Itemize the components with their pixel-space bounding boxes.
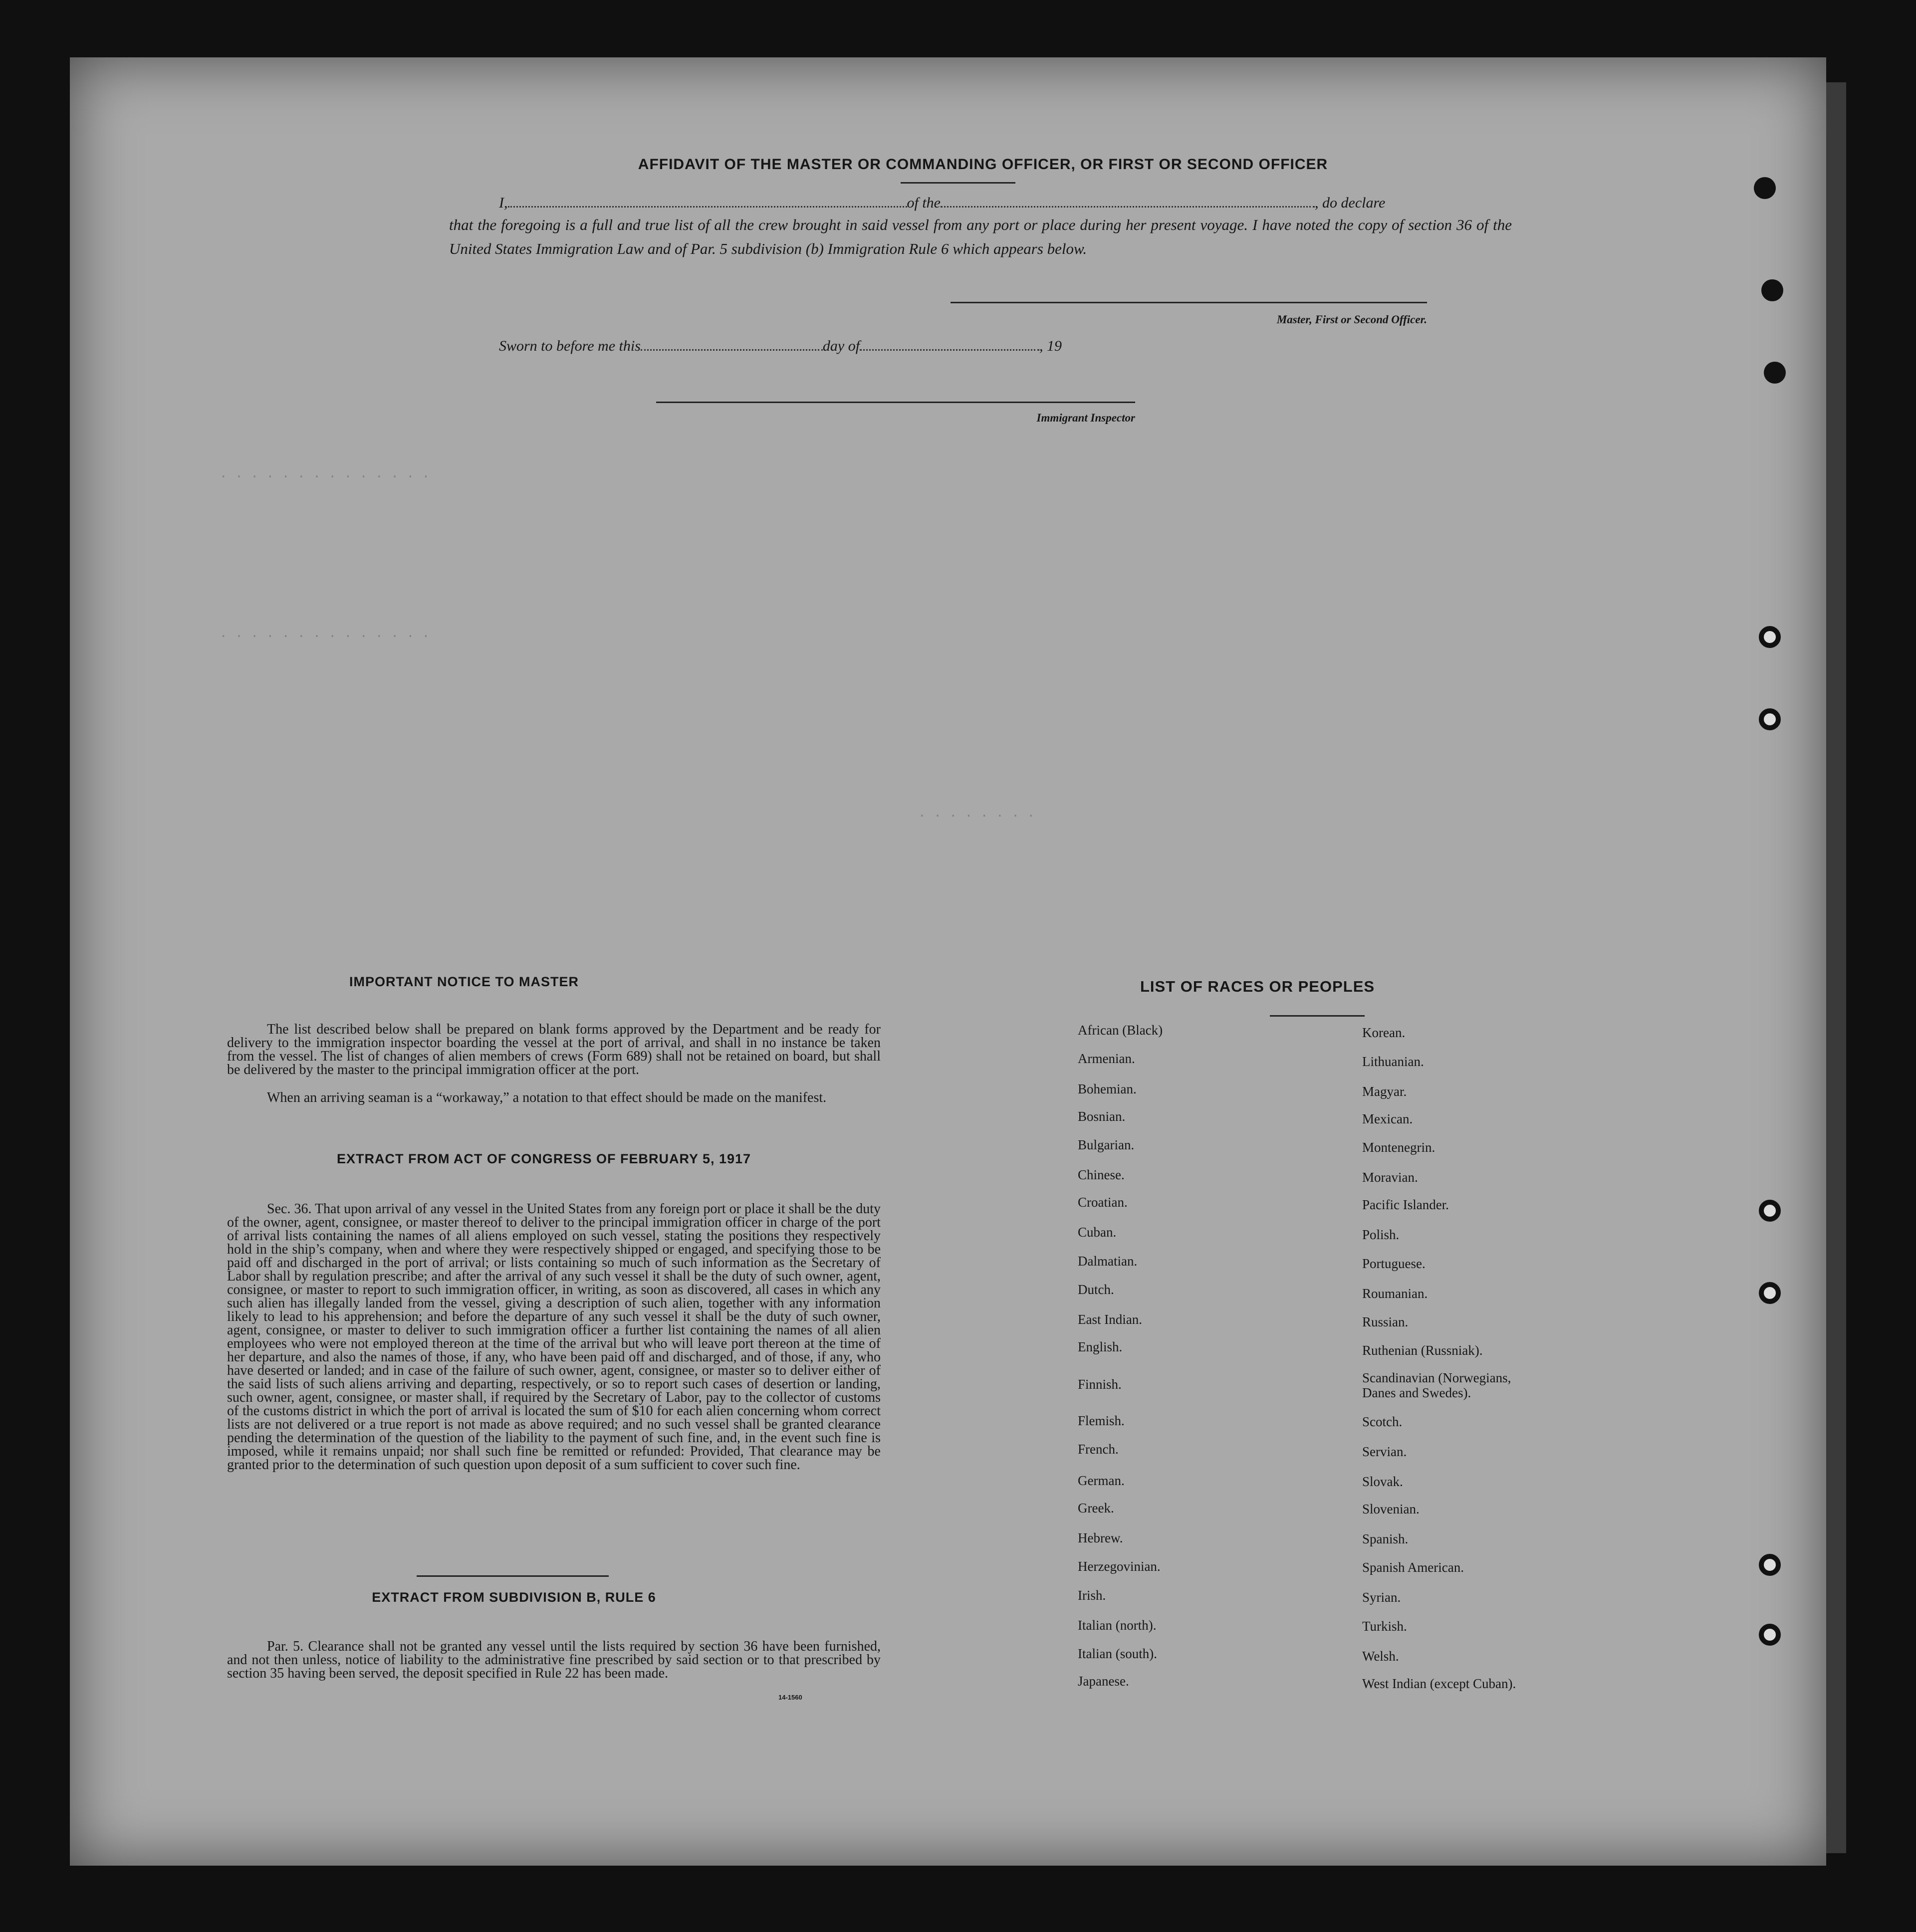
race-item-left: Armenian. [1078, 1051, 1135, 1066]
race-item-right: Scandinavian (Norwegians, Danes and Swedes). [1362, 1370, 1511, 1400]
race-item-left: African (Black) [1078, 1023, 1163, 1038]
race-item-left: Dutch. [1078, 1282, 1114, 1297]
race-item-right: Ruthenian (Russniak). [1362, 1343, 1483, 1358]
sworn-line [499, 334, 1198, 355]
bleed-through-text: . . . . . . . . [918, 806, 1035, 821]
race-item-right: West Indian (except Cuban). [1362, 1676, 1516, 1691]
race-item-left: Chinese. [1078, 1167, 1125, 1182]
race-item-right: Scotch. [1362, 1414, 1403, 1429]
punch-hole [1759, 1200, 1781, 1222]
race-item-right: Slovenian. [1362, 1502, 1420, 1516]
race-item-left: Italian (south). [1078, 1646, 1157, 1661]
race-item-right: Welsh. [1362, 1649, 1399, 1664]
affidavit-name-line [499, 191, 1512, 212]
race-item-right: Servian. [1362, 1444, 1407, 1459]
race-item-left: East Indian. [1078, 1312, 1142, 1327]
month-blank[interactable] [860, 334, 1039, 351]
form-number: 14-1560 [778, 1694, 802, 1701]
race-item-left: Herzegovinian. [1078, 1559, 1161, 1574]
affidavit-title: AFFIDAVIT OF THE MASTER OR COMMANDING OFFICER, OR FIRST OR SECOND OFFICER [638, 156, 1328, 173]
races-title-underline [1270, 1015, 1365, 1017]
bleed-through-text: . . . . . . . . . . . . . . [220, 466, 430, 481]
race-item-left: Dalmatian. [1078, 1254, 1138, 1269]
day-blank[interactable] [641, 334, 823, 351]
race-item-left: English. [1078, 1339, 1123, 1354]
of-the-label: of the [907, 195, 941, 211]
day-of-label: day of [822, 338, 860, 354]
year-label: , 19 [1039, 338, 1062, 354]
notice-paragraph-1: The list described below shall be prepared on blank forms approved by the Department and be ready for delivery to the immigration inspector boarding the vessel at the port of arrival, and shall in no instance be taken from the vessel. The list of changes of alien members of crews (Form 689) shall not be retained on board, but shall be delivered by the master to the principal immigration officer at the port. [227, 1022, 881, 1077]
race-item-left: Italian (north). [1078, 1618, 1157, 1633]
race-item-left: Bulgarian. [1078, 1137, 1135, 1152]
race-item-right: Spanish. [1362, 1531, 1409, 1546]
race-item-left: French. [1078, 1442, 1119, 1457]
inspector-label: Immigrant Inspector [1036, 412, 1135, 424]
race-item-right: Polish. [1362, 1227, 1400, 1242]
races-title: LIST OF RACES OR PEOPLES [1140, 978, 1375, 995]
notice-title: IMPORTANT NOTICE TO MASTER [349, 974, 579, 989]
race-item-left: Cuban. [1078, 1225, 1117, 1240]
race-item-right: Pacific Islander. [1362, 1197, 1449, 1212]
race-item-left: German. [1078, 1473, 1125, 1488]
race-item-left: Hebrew. [1078, 1530, 1123, 1545]
race-item-right: Portuguese. [1362, 1256, 1426, 1271]
race-item-right: Syrian. [1362, 1590, 1401, 1605]
rule-paragraph-5: Par. 5. Clearance shall not be granted any vessel until the lists required by section 36 have been furnished, and not then unless, notice of liability to the administrative fine prescribed by said section or to that prescribed by section 35 having been served, the deposit specified in Rule 22 has been made. [227, 1639, 881, 1681]
race-item-right: Korean. [1362, 1025, 1406, 1040]
bleed-through-text: . . . . . . . . . . . . . . [220, 626, 430, 641]
act-section-36: Sec. 36. That upon arrival of any vessel in the United States from any foreign port or place it shall be the duty of the owner, agent, consignee, or master thereof to deliver to the principal immigration officer in charge of the port of arrival lists containing the names of all aliens employed on such vessel, stating the positions they respectively hold in the ship’s company, when and where they were respectively shipped or engaged, and specifying those to be paid off and discharged in the port of arrival; or lists containing so much of such information as the Secretary of Labor shall by regulation prescribe; and after the arrival of any such vessel it shall be the duty of such owner, agent, consignee, or master to report to such immigration officer, in writing, as soon as discovered, all cases in which any such alien has illegally landed from the vessel, giving a description of such alien, together with any information likely to lead to his apprehension; and before the departure of any such vessel it shall be the duty of such owner, agent, consignee, or master to deliver to such immigration officer a further list containing the names of all alien employees who were not employed thereon at the time of the arrival but who will leave port thereon at the time of her departure, and also the names of those, if any, who have been paid off and discharged, and of those, if any, who have deserted or landed; and in case of the failure of such owner, agent, consignee, or master so to deliver either of the said lists of such aliens arriving and departing, respectively, or so to report such cases of desertion or landing, such owner, agent, consignee, or master shall, if required by the Secretary of Labor, pay to the collector of customs of the customs district in which the port of arrival is located the sum of $10 for each alien concerning whom correct lists are not delivered or a true report is not made as above required; and no such vessel shall be granted clearance pending the determination of the question of the liability to the payment of such fine, and, in the event such fine is imposed, while it remains unpaid; nor shall such fine be remitted or refunded: Provided, That clearance may be granted prior to the determination of such question upon deposit of a sum sufficient to cover such fine. [227, 1201, 881, 1473]
race-item-right: Turkish. [1362, 1619, 1407, 1634]
punch-hole [1759, 708, 1781, 730]
section-divider [417, 1575, 609, 1577]
name-blank[interactable] [508, 191, 907, 208]
race-item-right: Slovak. [1362, 1474, 1403, 1489]
race-item-right: Montenegrin. [1362, 1140, 1436, 1155]
vessel-blank[interactable] [941, 191, 1315, 208]
act-title: EXTRACT FROM ACT OF CONGRESS OF FEBRUARY 5, 1917 [336, 1151, 751, 1166]
race-item-left: Japanese. [1078, 1674, 1129, 1689]
punch-hole [1761, 279, 1783, 301]
race-item-left: Greek. [1078, 1501, 1114, 1515]
master-signature-label: Master, First or Second Officer. [1276, 313, 1427, 326]
punch-hole [1759, 1554, 1781, 1576]
declare-label: , do declare [1315, 195, 1386, 211]
race-item-right: Magyar. [1362, 1084, 1407, 1099]
affidavit-declaration: that the foregoing is a full and true list of all the crew brought in said vessel from any port or place during her present voyage. I have noted the copy of section 36 of the United States Immigration Law and of Par. 5 subdivision (b) Immigration Rule 6 which appears below. [449, 216, 1512, 257]
race-item-right: Moravian. [1362, 1170, 1418, 1185]
document-page [70, 57, 1826, 1866]
race-item-left: Croatian. [1078, 1195, 1128, 1210]
race-item-right: Russian. [1362, 1314, 1409, 1329]
rule-title: EXTRACT FROM SUBDIVISION B, RULE 6 [372, 1590, 656, 1605]
race-item-left: Bohemian. [1078, 1081, 1137, 1096]
race-item-right: Spanish American. [1362, 1560, 1464, 1575]
sworn-label: Sworn to before me this [499, 338, 641, 354]
race-item-right: Lithuanian. [1362, 1054, 1424, 1069]
master-signature-line[interactable] [951, 302, 1427, 303]
race-item-left: Bosnian. [1078, 1109, 1126, 1124]
punch-hole [1759, 1624, 1781, 1646]
punch-hole [1764, 362, 1786, 384]
punch-hole [1754, 177, 1776, 199]
race-item-left: Finnish. [1078, 1377, 1122, 1392]
title-underline [901, 182, 1015, 184]
notice-paragraph-2: When an arriving seaman is a “workaway,” a notation to that effect should be made on the manifest. [267, 1090, 827, 1105]
i-label: I, [499, 195, 508, 211]
race-item-right: Mexican. [1362, 1111, 1413, 1126]
inspector-signature-line[interactable] [656, 402, 1135, 403]
race-item-right: Roumanian. [1362, 1286, 1428, 1301]
race-item-left: Flemish. [1078, 1413, 1125, 1428]
punch-hole [1759, 626, 1781, 648]
punch-hole [1759, 1282, 1781, 1304]
race-item-left: Irish. [1078, 1588, 1106, 1603]
